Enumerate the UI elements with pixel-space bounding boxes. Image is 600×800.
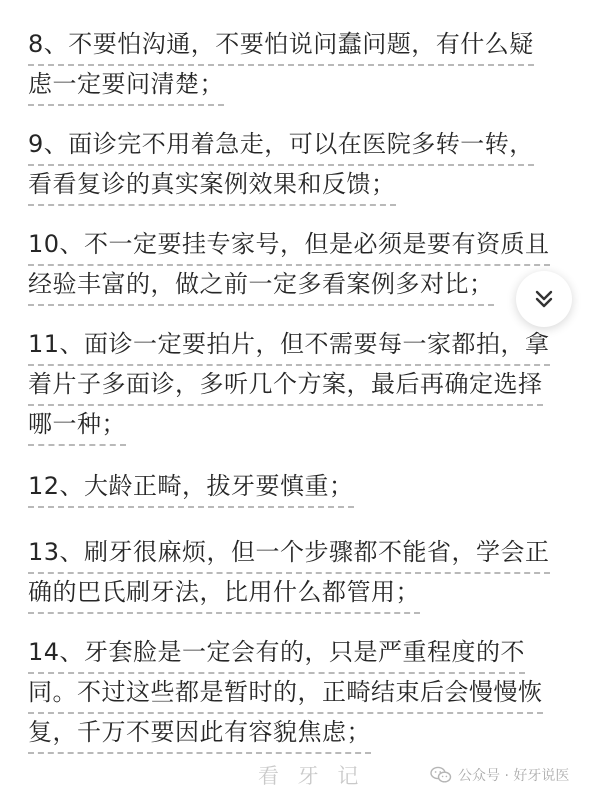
tip-line: 确的巴氏刷牙法，比用什么都管用； bbox=[28, 574, 420, 614]
tip-13 bbox=[28, 532, 588, 612]
double-chevron-down-icon bbox=[533, 288, 555, 310]
tip-9 bbox=[28, 124, 588, 204]
tip-line: 13、刷牙很麻烦，但一个步骤都不能省，学会正 bbox=[28, 534, 550, 574]
tip-line: 12、大龄正畸，拔牙要慎重； bbox=[28, 468, 354, 508]
tip-line: 9、面诊完不用着急走，可以在医院多转一转， bbox=[28, 126, 534, 166]
tip-line: 经验丰富的，做之前一定多看案例多对比； bbox=[28, 266, 494, 306]
wechat-icon bbox=[430, 766, 452, 784]
tip-8 bbox=[28, 24, 588, 104]
account-name: 公众号 · 好牙说医 bbox=[458, 768, 570, 784]
tip-10 bbox=[28, 224, 588, 304]
tip-line: 8、不要怕沟通，不要怕说问蠢问题，有什么疑 bbox=[28, 26, 534, 66]
tip-line: 复，千万不要因此有容貌焦虑； bbox=[28, 714, 371, 754]
tip-line: 着片子多面诊，多听几个方案，最后再确定选择 bbox=[28, 366, 543, 406]
tip-11 bbox=[28, 324, 588, 444]
tip-line: 10、不一定要挂专家号，但是必须是要有资质且 bbox=[28, 226, 550, 266]
tip-line: 虑一定要问清楚； bbox=[28, 66, 224, 106]
tip-14 bbox=[28, 632, 588, 752]
account-tag bbox=[430, 765, 569, 785]
tip-line: 11、面诊一定要拍片，但不需要每一家都拍，拿 bbox=[28, 326, 550, 366]
tip-line: 同。不过这些都是暂时的，正畸结束后会慢慢恢 bbox=[28, 674, 543, 714]
scroll-down-button[interactable] bbox=[516, 271, 572, 327]
tip-12 bbox=[28, 466, 588, 506]
tip-line: 14、牙套脸是一定会有的，只是严重程度的不 bbox=[28, 634, 525, 674]
tip-line: 看看复诊的真实案例效果和反馈； bbox=[28, 166, 396, 206]
watermark: 看 牙 记 bbox=[258, 764, 365, 788]
tip-line: 哪一种； bbox=[28, 406, 126, 446]
